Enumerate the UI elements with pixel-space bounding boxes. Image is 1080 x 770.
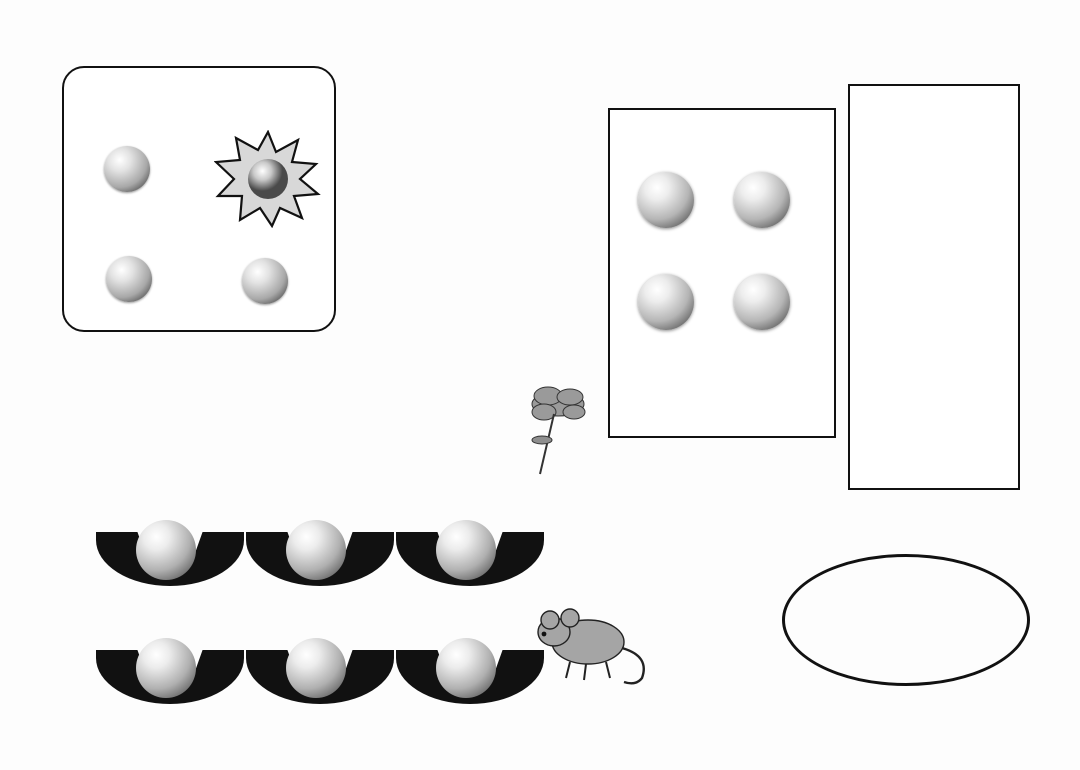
special-code-panel (608, 108, 836, 438)
wave-ball-3 (242, 258, 288, 304)
ingot-number-6 (436, 638, 496, 698)
poem-panel (848, 84, 1020, 490)
flower-sprig-icon (518, 382, 598, 478)
special-code-ball-3 (638, 274, 694, 330)
top-marquee-strip (18, 24, 1062, 44)
left-marquee-strip (6, 18, 32, 718)
wave-ball-2 (106, 256, 152, 302)
right-marquee-strip (1048, 18, 1074, 718)
ingot-3 (396, 518, 544, 592)
special-code-ball-4 (734, 274, 790, 330)
ingot-number-4 (136, 638, 196, 698)
wave-ball-1 (104, 146, 150, 192)
ingot-number-1 (136, 520, 196, 580)
poster-content (40, 46, 1040, 726)
ingot-6 (396, 636, 544, 710)
ingot-number-2 (286, 520, 346, 580)
ingot-number-5 (286, 638, 346, 698)
ingot-1 (96, 518, 244, 592)
poem-columns (850, 104, 1018, 464)
ingot-number-group (50, 474, 510, 694)
ingot-4 (96, 636, 244, 710)
stamp-arc-text (782, 554, 1030, 686)
special-code-ball-2 (734, 172, 790, 228)
special-code-ball-1 (638, 172, 694, 228)
previous-wave-panel (62, 66, 336, 332)
ingot-2 (246, 518, 394, 592)
mouse-icon (526, 590, 666, 686)
company-stamp (782, 554, 1030, 686)
star-burst-ball-icon (214, 130, 322, 228)
ingot-number-3 (436, 520, 496, 580)
ingot-5 (246, 636, 394, 710)
